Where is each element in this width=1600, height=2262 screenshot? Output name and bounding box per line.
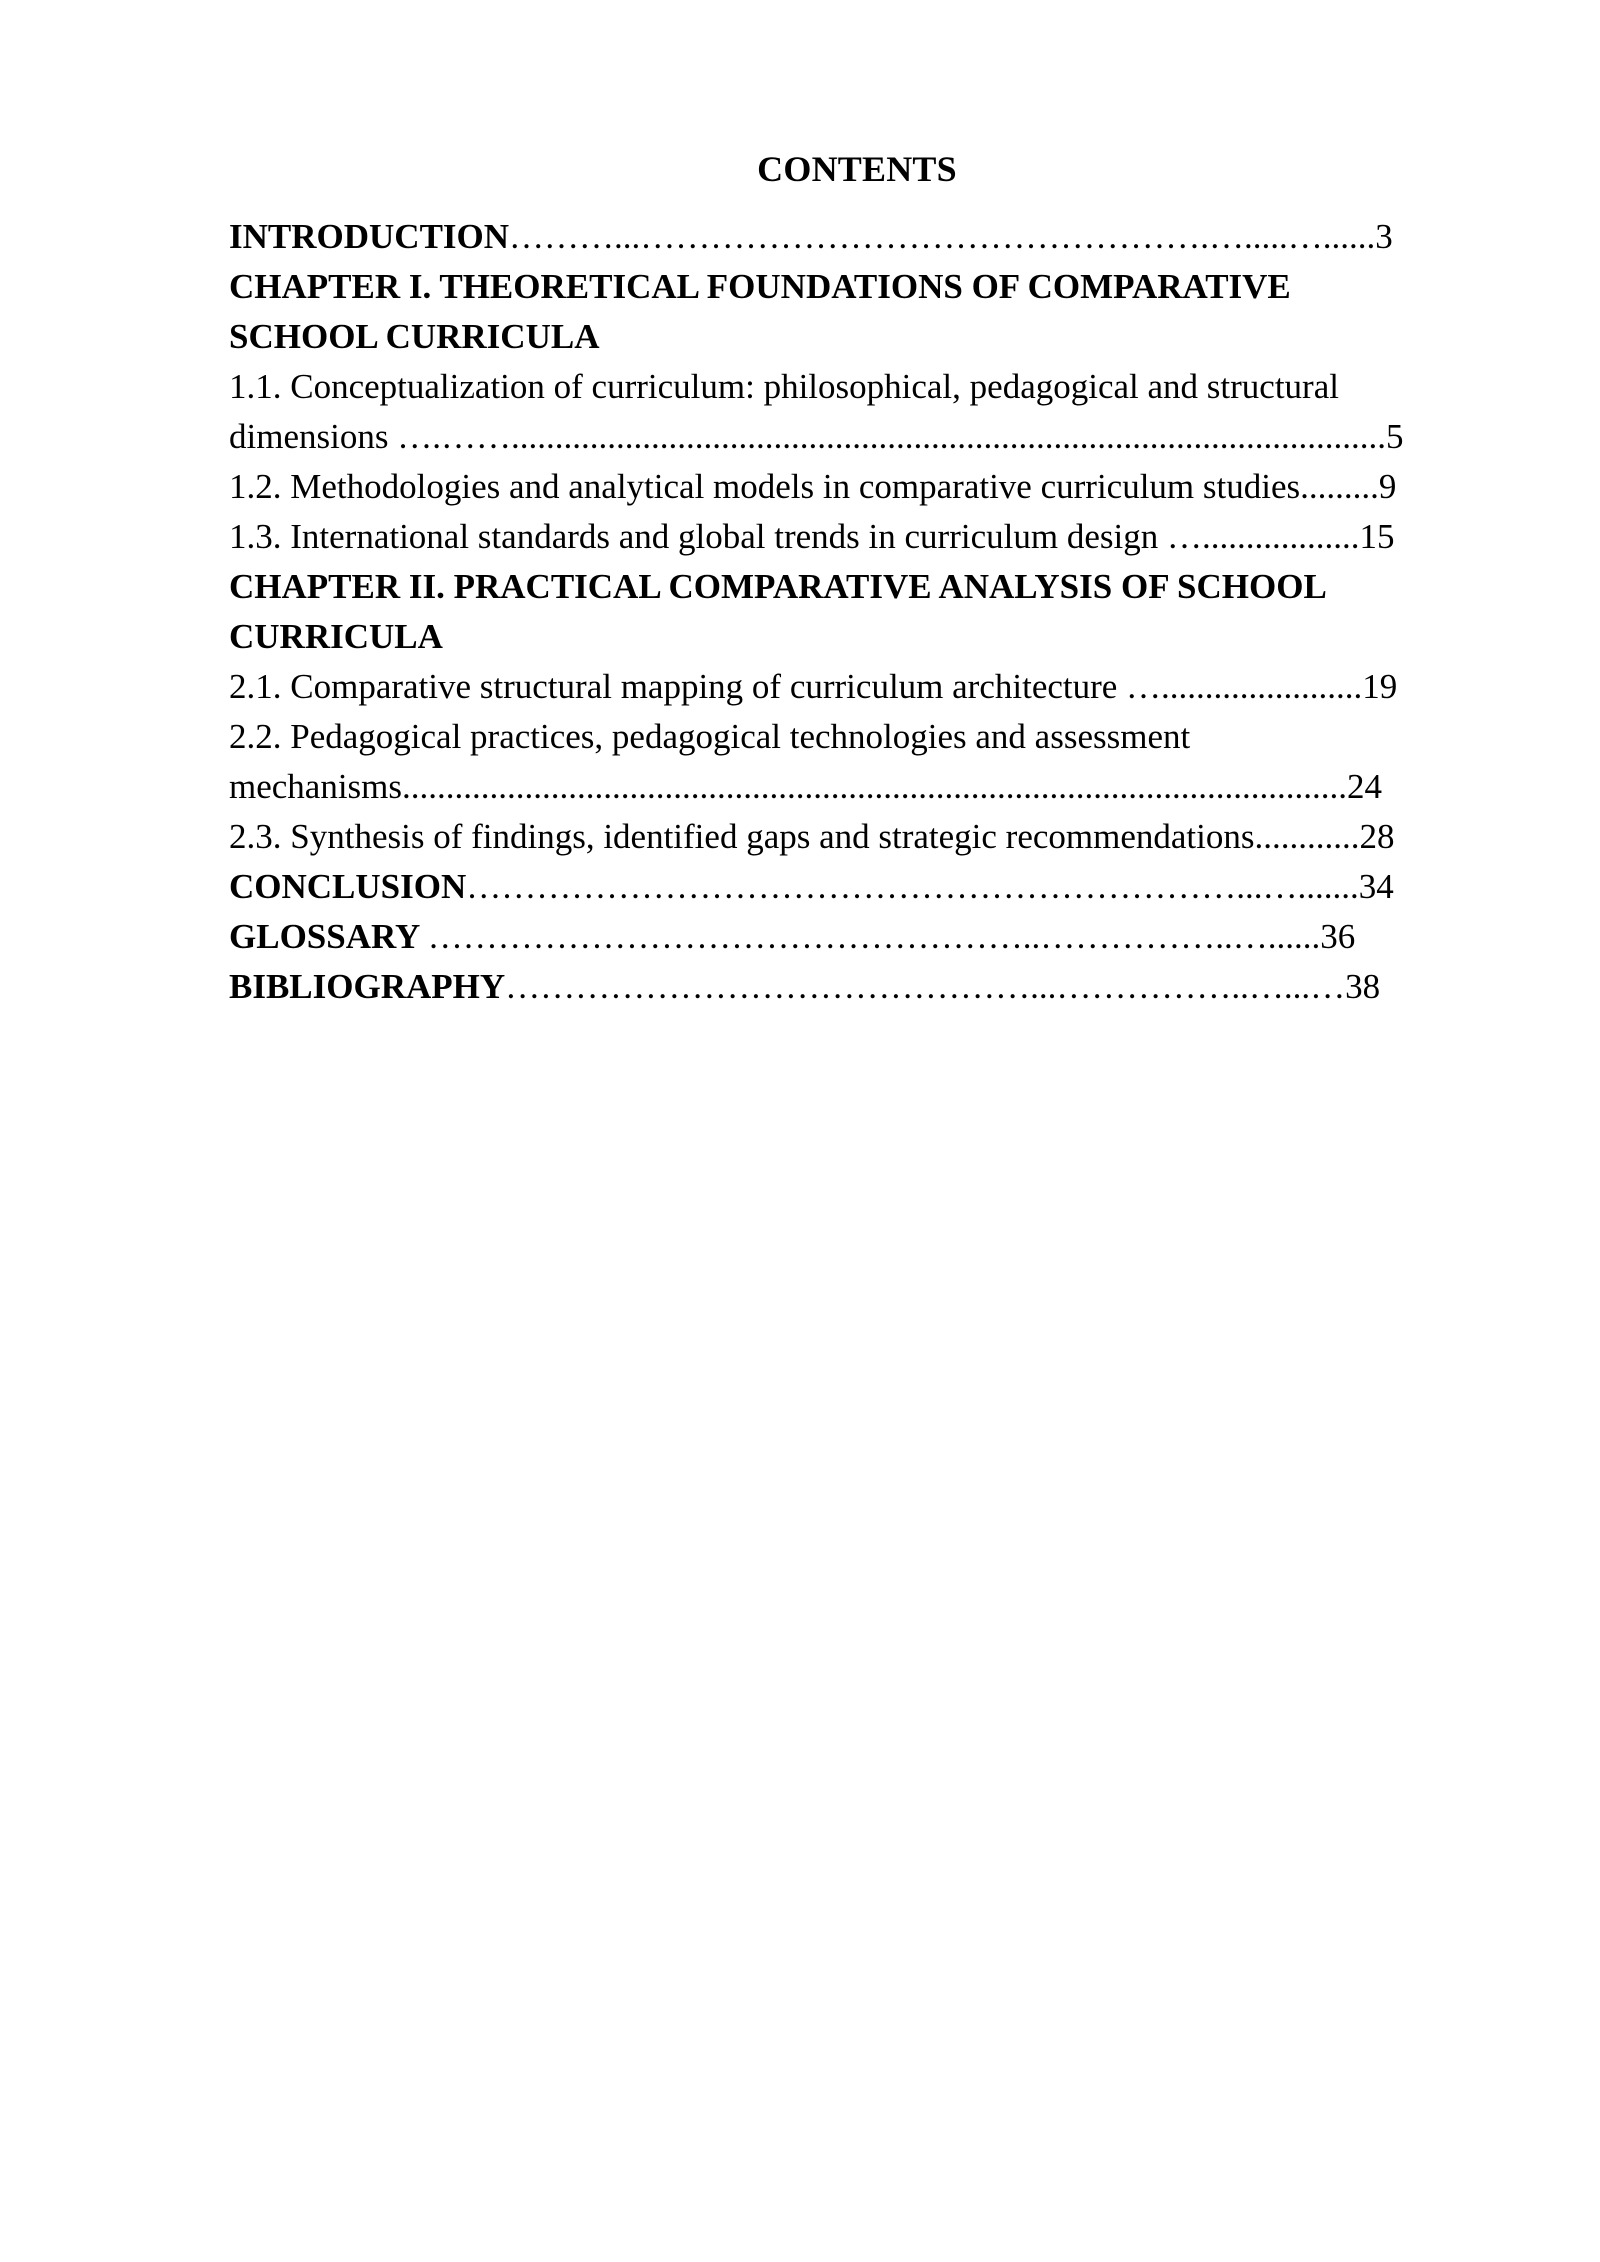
toc-entry-title: BIBLIOGRAPHY bbox=[229, 967, 506, 1006]
toc-entry-1-1-line-2[interactable] bbox=[229, 412, 1489, 462]
toc-entry-title: 2.1. Comparative structural mapping of curriculum architecture bbox=[229, 667, 1127, 706]
toc-page-number: 24 bbox=[1347, 767, 1383, 806]
toc-page-number: 9 bbox=[1378, 467, 1397, 506]
toc-entry-chapter-2-line-2[interactable] bbox=[229, 612, 1489, 662]
toc-entry-chapter-2-line-1[interactable] bbox=[229, 562, 1489, 612]
table-of-contents bbox=[229, 212, 1489, 1012]
toc-entry-1-3[interactable] bbox=[229, 512, 1489, 562]
toc-entry-glossary[interactable] bbox=[229, 912, 1489, 962]
toc-leader: ….................. bbox=[1166, 517, 1360, 556]
toc-entry-title: 2.2. Pedagogical practices, pedagogical technologies and assessment bbox=[229, 717, 1191, 756]
toc-leader: ............................................................................................................ bbox=[402, 767, 1348, 806]
page-title: CONTENTS bbox=[757, 149, 957, 189]
toc-entry-title: SCHOOL CURRICULA bbox=[229, 317, 600, 356]
toc-leader: ......... bbox=[1300, 467, 1379, 506]
toc-leader: ............ bbox=[1254, 817, 1360, 856]
toc-page-number: 3 bbox=[1375, 217, 1393, 256]
toc-leader: ……………………………………………..……………..…...... bbox=[427, 917, 1321, 956]
toc-entry-1-1-line-1[interactable] bbox=[229, 362, 1489, 412]
toc-entry-conclusion[interactable] bbox=[229, 862, 1489, 912]
toc-entry-title: dimensions bbox=[229, 417, 398, 456]
toc-entry-title: CONCLUSION bbox=[229, 867, 467, 906]
toc-entry-title: CHAPTER II. PRACTICAL COMPARATIVE ANALYSIS OF SCHOOL bbox=[229, 567, 1327, 606]
toc-leader: ………...………………………………………….….....…...... bbox=[509, 217, 1376, 256]
toc-entry-title: 2.3. Synthesis of findings, identified gaps and strategic recommendations bbox=[229, 817, 1255, 856]
toc-page-number: 28 bbox=[1359, 817, 1395, 856]
toc-leader: …....................... bbox=[1126, 667, 1363, 706]
toc-entry-1-2[interactable] bbox=[229, 462, 1489, 512]
toc-entry-title: CURRICULA bbox=[229, 617, 443, 656]
toc-entry-2-3[interactable] bbox=[229, 812, 1489, 862]
toc-entry-title: CHAPTER I. THEORETICAL FOUNDATIONS OF COMPARATIVE bbox=[229, 267, 1291, 306]
toc-entry-introduction[interactable] bbox=[229, 212, 1489, 262]
toc-entry-title: GLOSSARY bbox=[229, 917, 428, 956]
toc-page-number: 5 bbox=[1385, 417, 1404, 456]
toc-page-number: 36 bbox=[1320, 917, 1356, 956]
toc-entry-chapter-1-line-1[interactable] bbox=[229, 262, 1489, 312]
toc-entry-title: 1.1. Conceptualization of curriculum: philosophical, pedagogical and structural bbox=[229, 367, 1339, 406]
toc-entry-title: mechanisms bbox=[229, 767, 403, 806]
toc-entry-2-2-line-2[interactable] bbox=[229, 762, 1489, 812]
toc-entry-title: 1.2. Methodologies and analytical models in comparative curriculum studies bbox=[229, 467, 1301, 506]
toc-leader: ….…….................................................................................................... bbox=[397, 417, 1386, 456]
toc-page-number: 19 bbox=[1362, 667, 1398, 706]
toc-page-number: 34 bbox=[1358, 867, 1394, 906]
toc-leader: ………………………………………...……………..…...… bbox=[505, 967, 1346, 1006]
toc-page-number: 38 bbox=[1345, 967, 1381, 1006]
toc-entry-title: 1.3. International standards and global trends in curriculum design bbox=[229, 517, 1167, 556]
toc-entry-chapter-1-line-2[interactable] bbox=[229, 312, 1489, 362]
toc-entry-title: INTRODUCTION bbox=[229, 217, 510, 256]
toc-page-number: 15 bbox=[1359, 517, 1395, 556]
toc-leader: …………………………………………………………...…....... bbox=[466, 867, 1359, 906]
toc-entry-2-1[interactable] bbox=[229, 662, 1489, 712]
toc-entry-bibliography[interactable] bbox=[229, 962, 1489, 1012]
toc-entry-2-2-line-1[interactable] bbox=[229, 712, 1489, 762]
